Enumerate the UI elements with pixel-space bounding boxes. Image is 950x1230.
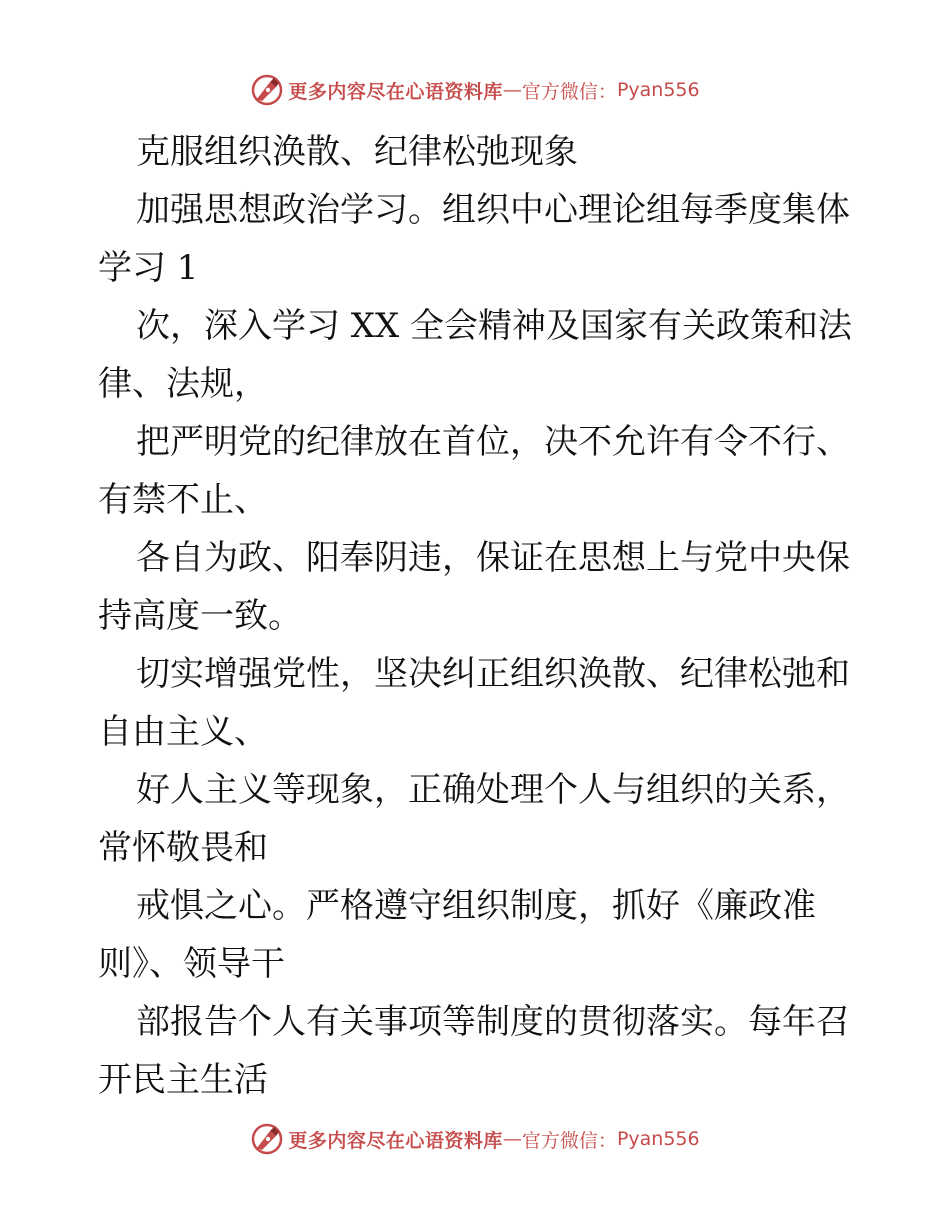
header-wechat-id: Pyan556	[616, 79, 700, 101]
footer-separator: —	[502, 1128, 522, 1150]
paragraph: 切实增强党性，坚决纠正组织涣散、纪律松弛和自由主义、	[98, 654, 850, 752]
pen-nib-logo-icon	[250, 73, 284, 107]
footer-wechat-id: Pyan556	[616, 1128, 700, 1150]
document-body	[98, 123, 858, 1109]
paragraph: 把严明党的纪律放在首位，决不允许有令不行、有禁不止、	[98, 422, 850, 520]
paragraph: 加强思想政治学习。组织中心理论组每季度集体学习 1	[98, 190, 850, 288]
paragraph: 各自为政、阳奉阴违，保证在思想上与党中央保持高度一致。	[98, 538, 850, 636]
header-watermark	[0, 70, 950, 110]
footer-sub-text: 官方微信：	[521, 1129, 617, 1152]
paragraph: 次，深入学习 XX 全会精神及国家有关政策和法律、法规，	[98, 306, 853, 404]
header-sub-text: 官方微信：	[521, 80, 617, 103]
paragraph: 戒惧之心。严格遵守组织制度，抓好《廉政准则》、领导干	[98, 886, 816, 984]
header-main-text: 更多内容尽在心语资料库	[288, 80, 503, 103]
footer-main-text: 更多内容尽在心语资料库	[288, 1129, 503, 1152]
paragraph: 克服组织涣散、纪律松弛现象	[136, 132, 578, 172]
paragraph: 好人主义等现象，正确处理个人与组织的关系，常怀敬畏和	[98, 770, 850, 868]
header-separator: —	[502, 79, 522, 101]
footer-watermark	[0, 1119, 950, 1159]
pen-nib-logo-icon	[250, 1122, 284, 1156]
paragraph: 部报告个人有关事项等制度的贯彻落实。每年召开民主生活	[98, 1002, 850, 1100]
